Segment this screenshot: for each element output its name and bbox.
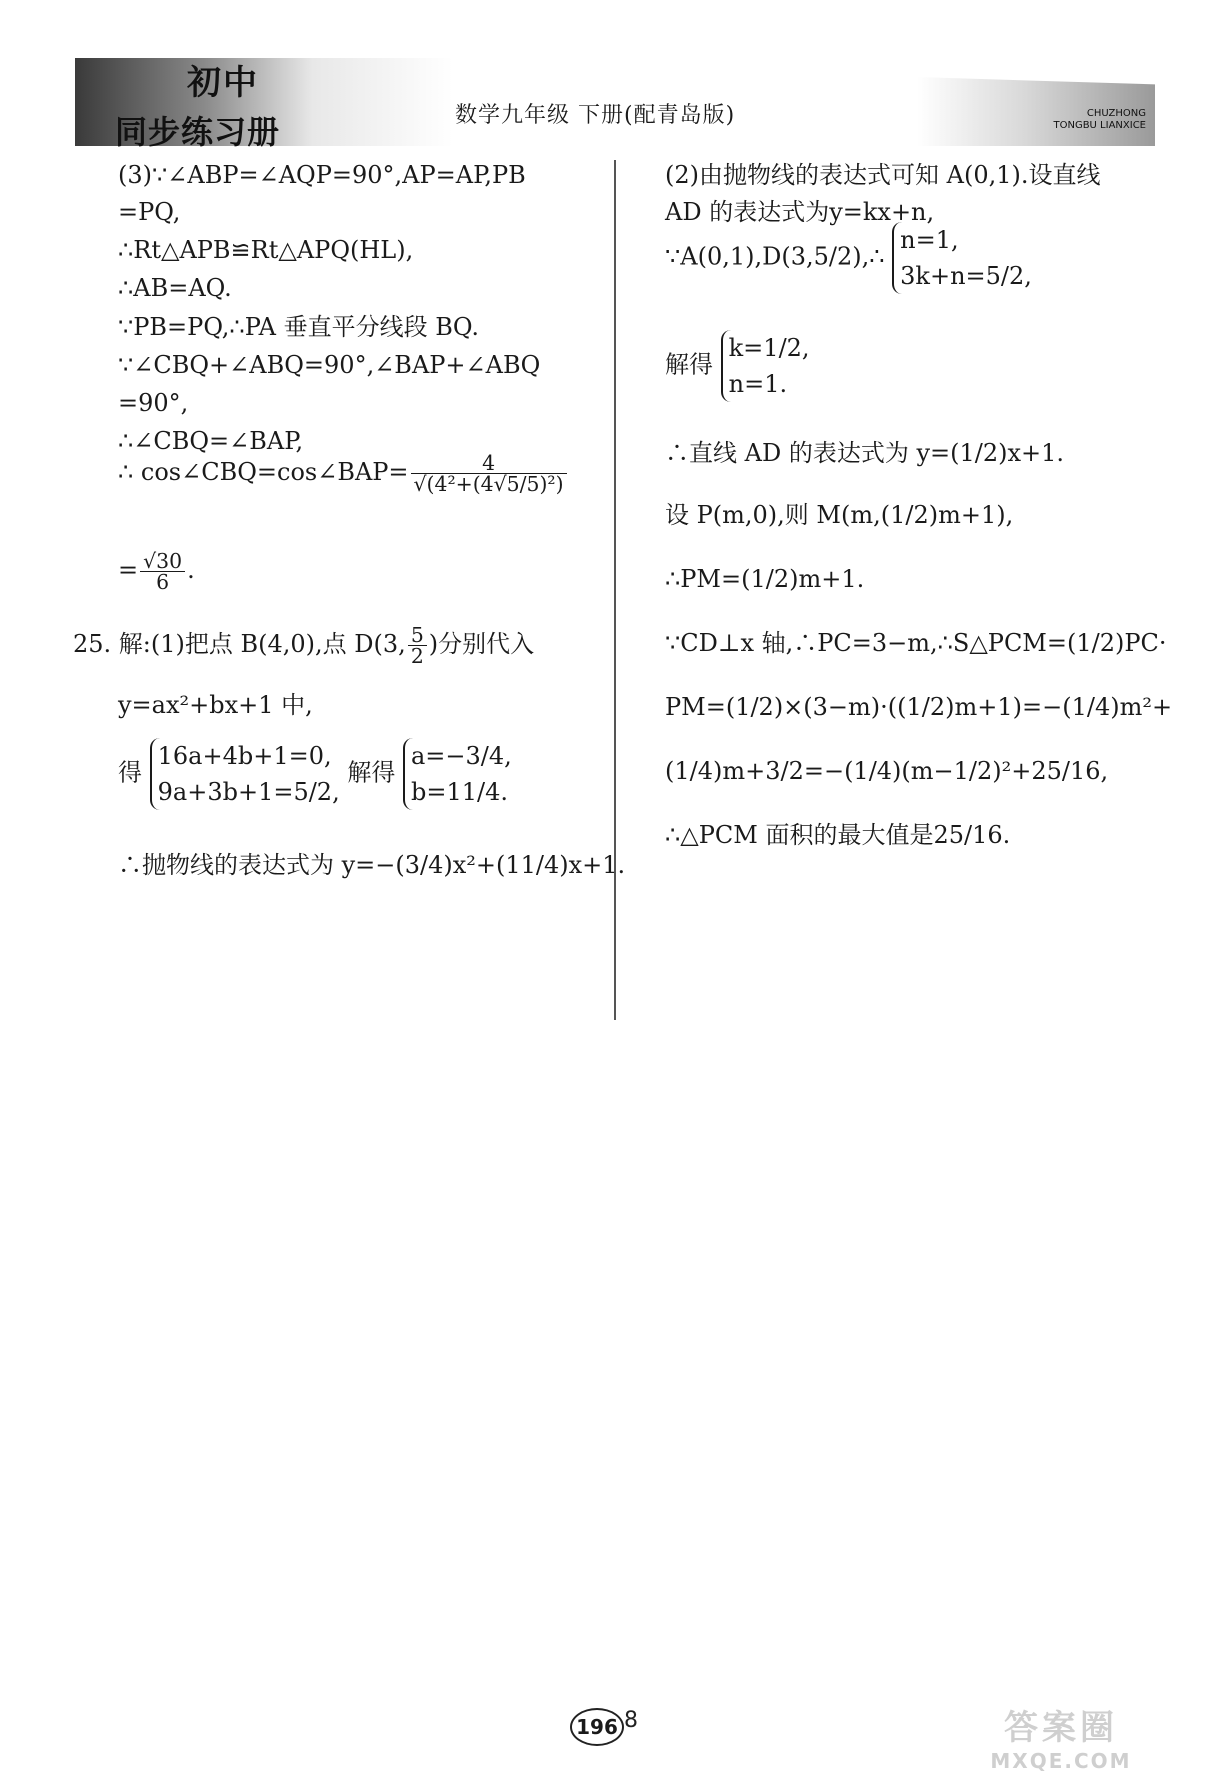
q25-fraction (408, 622, 427, 668)
system-solve-label: 解得 (665, 350, 713, 379)
system-result: b=11/4. (410, 778, 508, 806)
page-number-decoration: 8 (624, 1708, 638, 1733)
cosine-denominator: √(4²+(4√5/5)²) (413, 472, 564, 496)
solution-line: ∴△PCM 面积的最大值是25/16. (665, 821, 1011, 849)
system-equation: 9a+3b+1=5/2, (157, 778, 340, 806)
system-equation: n=1, (900, 226, 959, 254)
cosine-fraction (411, 450, 567, 496)
series-logo (75, 55, 295, 155)
system-result: k=1/2, (728, 334, 810, 362)
cosine-result-fraction (140, 548, 185, 594)
solution-line: ∴抛物线的表达式为 y=−(3/4)x²+(11/4)x+1. (118, 851, 626, 879)
system-equation: 16a+4b+1=0, (157, 742, 332, 770)
logo-bottom-text: 同步练习册 (115, 113, 281, 151)
system-right (403, 738, 512, 810)
solution-line: AD 的表达式为y=kx+n, (665, 198, 935, 226)
book-title: 数学九年级 下册(配青岛版) (455, 103, 736, 128)
page-number: 196 (570, 1708, 624, 1746)
solution-line: ∵∠CBQ+∠ABQ=90°,∠BAP+∠ABQ (118, 351, 541, 379)
cosine-lhs: ∴ cos∠CBQ=cos∠BAP= (118, 458, 409, 486)
solution-line: 设 P(m,0),则 M(m,(1/2)m+1), (665, 501, 1014, 529)
solution-line: (3)∵∠ABP=∠AQP=90°,AP=AP,PB (118, 161, 526, 189)
solution-line: ∵PB=PQ,∴PA 垂直平分线段 BQ. (118, 313, 479, 341)
cosine-result-end: . (187, 556, 195, 584)
cosine-equation (118, 450, 569, 494)
system-left (150, 738, 340, 810)
system-result: n=1. (728, 370, 788, 398)
header-pinyin (1053, 108, 1146, 132)
system-result: a=−3/4, (410, 742, 512, 770)
cosine-numerator: 4 (411, 453, 567, 474)
solution-line: =90°, (118, 389, 189, 417)
q25-text-a: 25. 解:(1)把点 B(4,0),点 D(3, (73, 630, 406, 658)
header-pinyin-line2: TONGBU LIANXICE (1053, 120, 1146, 131)
q25-denominator: 2 (410, 644, 424, 668)
header-pinyin-line1: CHUZHONG (1086, 108, 1146, 119)
cosine-result (118, 548, 195, 592)
system-prefix: ∵A(0,1),D(3,5/2),∴ (665, 242, 885, 271)
solution-line: ∴∠CBQ=∠BAP, (118, 427, 304, 455)
watermark-url: MXQE.COM (990, 1749, 1132, 1773)
solution-line: (1/4)m+3/2=−(1/4)(m−1/2)²+25/16, (665, 757, 1109, 785)
system-left (892, 222, 1032, 294)
question-25-heading (73, 622, 534, 666)
watermark-logo (956, 1700, 1166, 1780)
system-prefix: 得 (118, 758, 142, 787)
solution-line: (2)由抛物线的表达式可知 A(0,1).设直线 (665, 161, 1101, 189)
solution-line: ∴PM=(1/2)m+1. (665, 565, 865, 593)
column-divider (614, 160, 616, 1020)
solution-line: ∴AB=AQ. (118, 274, 232, 302)
solution-line: y=ax²+bx+1 中, (118, 691, 313, 719)
q25-numerator: 5 (408, 625, 427, 646)
solution-line: PM=(1/2)×(3−m)·((1/2)m+1)=−(1/4)m²+ (665, 693, 1173, 721)
equation-system-1 (118, 738, 512, 810)
solution-line: ∴直线 AD 的表达式为 y=(1/2)x+1. (665, 439, 1065, 467)
solution-line: ∴Rt△APB≌Rt△APQ(HL), (118, 236, 414, 264)
cosine-result-numerator: √30 (140, 551, 185, 572)
equation-system-3 (665, 330, 810, 402)
system-right (721, 330, 810, 402)
equation-system-2 (665, 222, 1032, 294)
watermark-text: 答案圈 (1004, 1708, 1118, 1748)
logo-top-text: 初中 (187, 63, 259, 103)
cosine-result-eq: = (118, 556, 139, 584)
cosine-result-denominator: 6 (156, 570, 170, 594)
system-equation: 3k+n=5/2, (900, 262, 1032, 290)
solution-line: =PQ, (118, 198, 181, 226)
system-solve-label: 解得 (347, 758, 396, 787)
q25-text-b: )分别代入 (428, 630, 535, 658)
solution-line: ∵CD⊥x 轴,∴PC=3−m,∴S△PCM=(1/2)PC· (665, 629, 1167, 657)
